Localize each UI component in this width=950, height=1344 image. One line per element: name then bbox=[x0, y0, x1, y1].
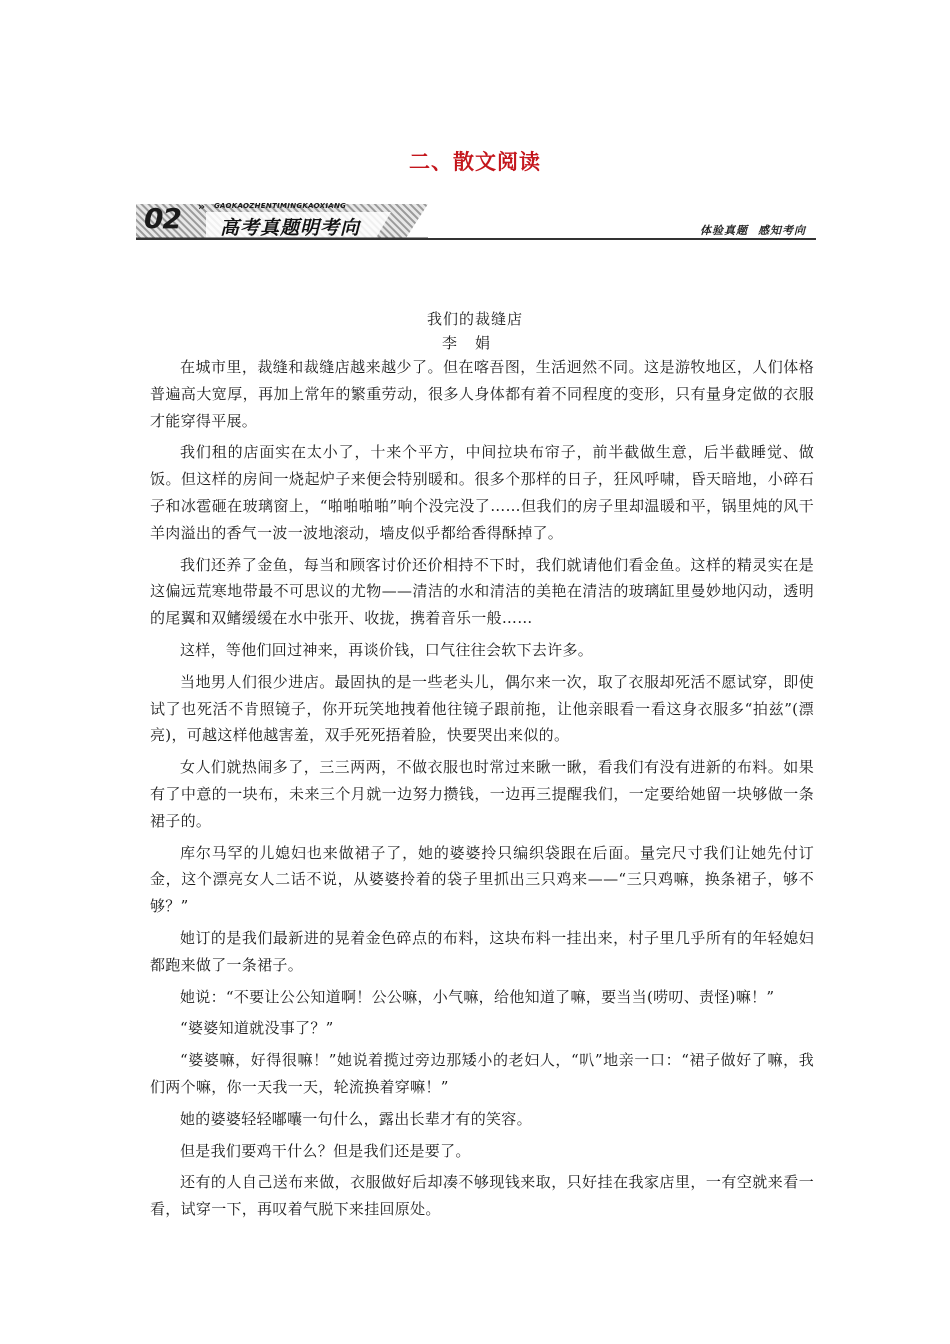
article-title: 我们的裁缝店 bbox=[426, 310, 523, 328]
paragraph: 库尔马罕的儿媳妇也来做裙子了，她的婆婆拎只编织袋跟在后面。量完尺寸我们让她先付订金，这个漂亮女人二话不说，从婆婆拎着的袋子里抓出三只鸡来——“三只鸡嘛，换条裙子，够不够？” bbox=[150, 843, 814, 916]
paragraph: “婆婆嘛，好得很嘛！”她说着揽过旁边那矮小的老妇人，“叭”地亲一口：“裙子做好了嘛，我们两个嘛，你一天我一天，轮流换着穿嘛！” bbox=[150, 1051, 814, 1096]
side-note bbox=[700, 222, 806, 238]
section-title: 二、散文阅读 bbox=[409, 150, 541, 174]
section-banner bbox=[136, 200, 428, 238]
side-note-part-1: 体验真题 bbox=[700, 224, 748, 237]
paragraph: 我们还养了金鱼，每当和顾客讨价还价相持不下时，我们就请他们看金鱼。这样的精灵实在是这偏远荒寒地带最不可思议的尤物——清洁的水和清洁的美艳在清洁的玻璃缸里曼妙地闪动，透明的尾翼和双鳍缓缓在水中张开、收拢，携着音乐一般…… bbox=[150, 555, 814, 628]
paragraph: 女人们就热闹多了，三三两两，不做衣服也时常过来瞅一瞅，看我们有没有进新的布料。如果有了中意的一块布，未来三个月就一边努力攒钱，一边再三提醒我们，一定要给她留一块够做一条裙子的。 bbox=[150, 758, 814, 830]
paragraph: 我们租的店面实在太小了，十来个平方，中间拉块布帘子，前半截做生意，后半截睡觉、做饭。但这样的房间一烧起炉子来便会特别暖和。很多个那样的日子，狂风呼啸，昏天暗地，小碎石子和冰雹砸在玻璃窗上，“啪啪啪啪”响个没完没了……但我们的房子里却温暖和平，锅里炖的风干羊肉溢出的香气一波一波地滚动，墙皮似乎都给香得酥掉了。 bbox=[150, 443, 814, 542]
paragraph: 这样，等他们回过神来，再谈价钱，口气往往会软下去许多。 bbox=[180, 640, 594, 659]
banner-heading: 高考真题明考向 bbox=[220, 217, 361, 239]
paragraph: “婆婆知道就没事了？” bbox=[180, 1019, 334, 1038]
paragraph: 她说：“不要让公公知道啊！公公嘛，小气嘛，给他知道了嘛，要当当(唠叨、责怪)嘛！” bbox=[180, 987, 775, 1006]
side-note-part-2: 感知考向 bbox=[758, 224, 806, 237]
article-body bbox=[150, 354, 814, 1228]
header-rule bbox=[136, 238, 816, 240]
paragraph: 当地男人们很少进店。最固执的是一些老头儿，偶尔来一次，取了衣服却死活不愿试穿，即使试了也死活不肯照镜子，你开玩笑地拽着他往镜子跟前拖，让他亲眼看一看这身衣服多“拍兹”(漂亮)，可越这样他越害羞，双手死死捂着脸，快要哭出来似的。 bbox=[150, 672, 814, 745]
paragraph: 她订的是我们最新进的晃着金色碎点的布料，这块布料一挂出来，村子里几乎所有的年轻媳妇都跑来做了一条裙子。 bbox=[150, 928, 814, 974]
banner-pinyin: GAOKAOZHENTIMINGKAOXIANG bbox=[214, 202, 347, 210]
paragraph: 在城市里，裁缝和裁缝店越来越少了。但在喀吾图，生活迥然不同。这是游牧地区，人们体格普遍高大宽厚，再加上常年的繁重劳动，很多人身体都有着不同程度的变形，只有量身定做的衣服才能穿得平展。 bbox=[150, 358, 814, 430]
paragraph: 她的婆婆轻轻嘟囔一句什么，露出长辈才有的笑容。 bbox=[180, 1109, 532, 1128]
article-author: 李娟 bbox=[441, 334, 508, 352]
banner-number: 02 bbox=[144, 202, 181, 235]
paragraph: 但是我们要鸡干什么？但是我们还是要了。 bbox=[180, 1141, 471, 1160]
double-chevron-icon: » bbox=[198, 200, 206, 213]
paragraph: 还有的人自己送布来做，衣服做好后却凑不够现钱来取，只好挂在我家店里，一有空就来看一看，试穿一下，再叹着气脱下来挂回原处。 bbox=[150, 1173, 814, 1219]
